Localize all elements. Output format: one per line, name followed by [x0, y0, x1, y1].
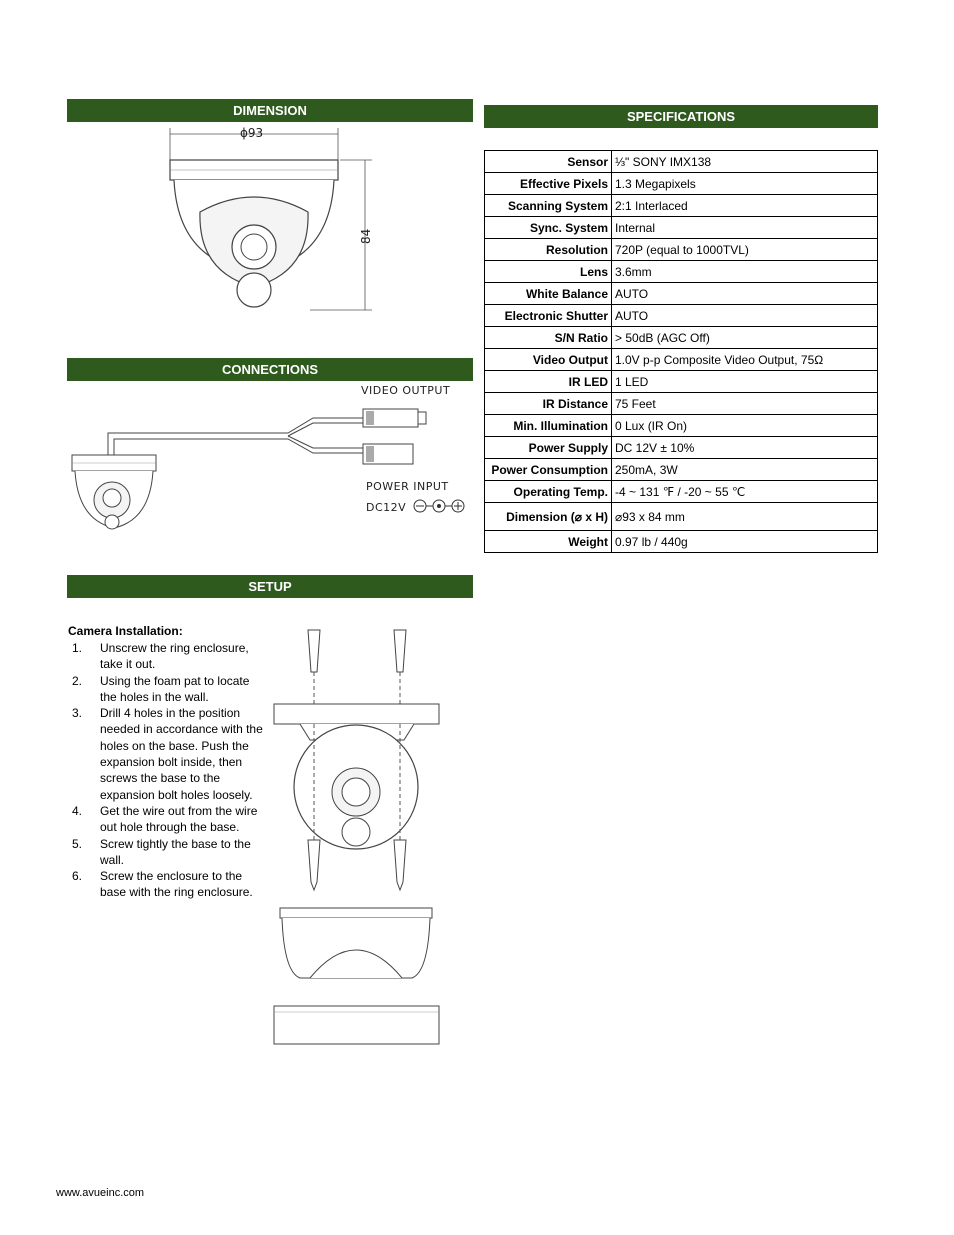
footer-url[interactable]: www.avueinc.com — [56, 1187, 145, 1199]
spec-label: Dimension (⌀ x H) — [485, 503, 612, 531]
spec-row — [485, 151, 878, 173]
setup-step — [68, 673, 263, 706]
step-number: 1. — [72, 641, 83, 655]
spec-row — [485, 393, 878, 415]
spec-value: 0 Lux (IR On) — [612, 415, 878, 437]
spec-row — [485, 327, 878, 349]
spec-value: ⌀93 x 84 mm — [612, 503, 878, 531]
step-number: 3. — [72, 706, 83, 721]
spec-row — [485, 459, 878, 481]
spec-value: 1 LED — [612, 371, 878, 393]
spec-row — [485, 371, 878, 393]
step-number: 4. — [72, 803, 83, 818]
spec-value: DC 12V ± 10% — [612, 437, 878, 459]
setup-step — [68, 868, 263, 901]
spec-row — [485, 195, 878, 217]
spec-label: Scanning System — [485, 195, 612, 217]
spec-row — [485, 261, 878, 283]
spec-label: IR LED — [485, 371, 612, 393]
spec-label: Weight — [485, 531, 612, 553]
video-output-label: VIDEO OUTPUT — [361, 384, 451, 397]
spec-row — [485, 349, 878, 371]
dimension-drawing — [160, 122, 390, 317]
spec-row — [485, 173, 878, 195]
spec-value: Internal — [612, 217, 878, 239]
spec-label: Resolution — [485, 239, 612, 261]
setup-step — [68, 705, 263, 803]
spec-value: 3.6mm — [612, 261, 878, 283]
spec-label: Sync. System — [485, 217, 612, 239]
spec-row — [485, 305, 878, 327]
spec-value: 1.3 Megapixels — [612, 173, 878, 195]
setup-step — [68, 836, 263, 869]
spec-row — [485, 481, 878, 503]
setup-header: SETUP — [67, 575, 473, 598]
spec-label: Electronic Shutter — [485, 305, 612, 327]
spec-label: S/N Ratio — [485, 327, 612, 349]
spec-label: Sensor — [485, 151, 612, 173]
spec-label: IR Distance — [485, 393, 612, 415]
step-text: Get the wire out from the wire out hole through the base. — [100, 803, 258, 835]
dc12v-label: DC12V — [366, 501, 407, 514]
spec-label: Min. Illumination — [485, 415, 612, 437]
spec-value: AUTO — [612, 305, 878, 327]
spec-value: 250mA, 3W — [612, 459, 878, 481]
spec-row — [485, 531, 878, 553]
setup-title: Camera Installation: — [68, 624, 183, 638]
spec-label: White Balance — [485, 283, 612, 305]
height-dimension-label: 84 — [359, 228, 373, 244]
specifications-table — [484, 150, 878, 553]
width-dimension-label: ϕ93 — [240, 126, 264, 140]
spec-value: 75 Feet — [612, 393, 878, 415]
spec-row — [485, 503, 878, 531]
installation-drawing — [270, 622, 445, 1052]
setup-step — [68, 803, 263, 836]
spec-label: Power Consumption — [485, 459, 612, 481]
power-input-label: POWER INPUT — [366, 480, 449, 493]
dimension-header: DIMENSION — [67, 99, 473, 122]
step-number: 5. — [72, 836, 83, 851]
spec-value: ⅓" SONY IMX138 — [612, 151, 878, 173]
spec-value: 720P (equal to 1000TVL) — [612, 239, 878, 261]
spec-value: -4 ~ 131 ℉ / -20 ~ 55 ℃ — [612, 481, 878, 503]
spec-value: > 50dB (AGC Off) — [612, 327, 878, 349]
step-text: Screw the enclosure to the base with the ring enclosure. — [100, 869, 253, 900]
connections-header: CONNECTIONS — [67, 358, 473, 381]
spec-value: 1.0V p-p Composite Video Output, 75Ω — [612, 349, 878, 371]
spec-label: Video Output — [485, 349, 612, 371]
spec-row — [485, 239, 878, 261]
step-number: 6. — [72, 869, 83, 884]
step-text: Using the foam pat to locate the holes in the wall. — [100, 673, 250, 704]
setup-steps — [68, 640, 263, 901]
spec-label: Operating Temp. — [485, 481, 612, 503]
spec-value: AUTO — [612, 283, 878, 305]
spec-label: Effective Pixels — [485, 173, 612, 195]
spec-value: 2:1 Interlaced — [612, 195, 878, 217]
spec-row — [485, 283, 878, 305]
step-text: Unscrew the ring enclosure, take it out. — [100, 641, 249, 672]
step-text: Drill 4 holes in the position needed in accordance with the holes on the base. Push the expansion bolt inside, then screws the base to the expansion bolt holes loosely. — [100, 706, 263, 802]
connections-drawing — [68, 380, 473, 535]
spec-label: Power Supply — [485, 437, 612, 459]
step-text: Screw tightly the base to the wall. — [100, 836, 251, 867]
specifications-header: SPECIFICATIONS — [484, 105, 878, 128]
step-number: 2. — [72, 673, 83, 688]
spec-row — [485, 437, 878, 459]
spec-row — [485, 415, 878, 437]
spec-value: 0.97 lb / 440g — [612, 531, 878, 553]
spec-row — [485, 217, 878, 239]
spec-label: Lens — [485, 261, 612, 283]
setup-step — [68, 640, 263, 673]
